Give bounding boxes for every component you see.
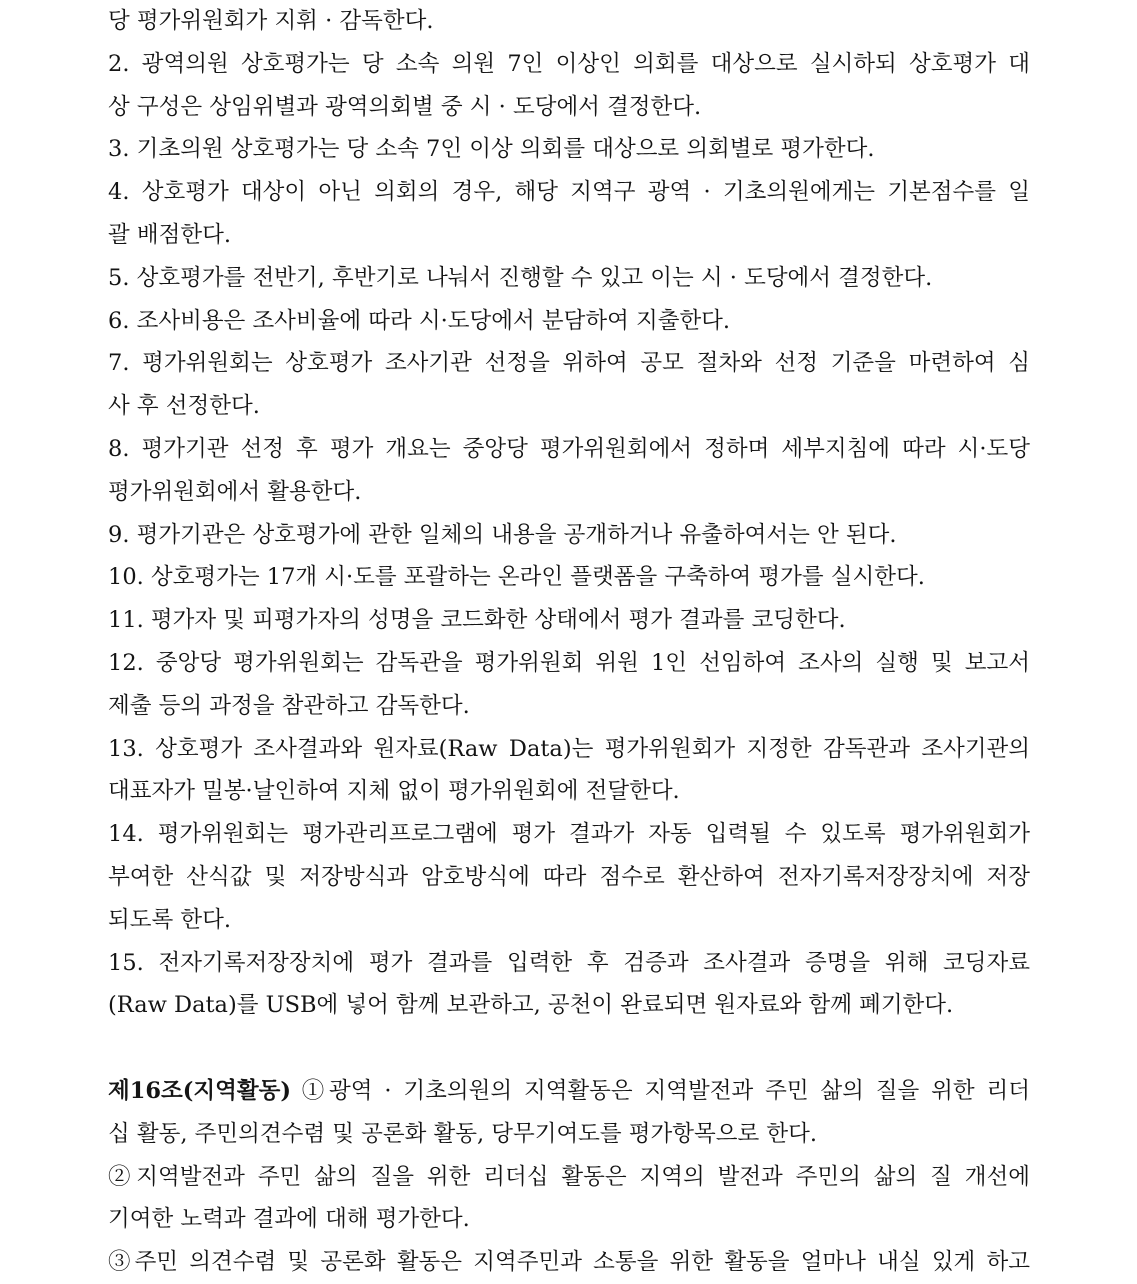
- text-line: 십 활동, 주민의견수렴 및 공론화 활동, 당무기여도를 평가항목으로 한다.: [108, 1120, 817, 1147]
- text-line: ②지역발전과 주민 삶의 질을 위한 리더십 활동은 지역의 발전과 주민의 삶의 질 개선에: [108, 1163, 1030, 1190]
- text-line: 11. 평가자 및 피평가자의 성명을 코드화한 상태에서 평가 결과를 코딩한다.: [108, 607, 846, 634]
- text-line: 제출 등의 과정을 참관하고 감독한다.: [108, 692, 470, 719]
- text-line: 평가위원회에서 활용한다.: [108, 478, 362, 505]
- text-line: 부여한 산식값 및 저장방식과 암호방식에 따라 점수로 환산하여 전자기록저장장치에 저장: [108, 863, 1030, 890]
- text-line: 5. 상호평가를 전반기, 후반기로 나눠서 진행할 수 있고 이는 시 · 도당에서 결정한다.: [108, 264, 933, 291]
- text-line: 13. 상호평가 조사결과와 원자료(Raw Data)는 평가위원회가 지정한 감독관과 조사기관의: [108, 735, 1030, 762]
- text-line: 10. 상호평가는 17개 시·도를 포괄하는 온라인 플랫폼을 구축하여 평가를 실시한다.: [108, 564, 925, 591]
- document-page: [108, 0, 1030, 1284]
- text-line: 8. 평가기관 선정 후 평가 개요는 중앙당 평가위원회에서 정하며 세부지침에 따라 시·도당: [108, 435, 1030, 462]
- text-line: 7. 평가위원회는 상호평가 조사기관 선정을 위하여 공모 절차와 선정 기준을 마련하여 심: [108, 350, 1030, 377]
- text-line: 기여한 노력과 결과에 대해 평가한다.: [108, 1206, 470, 1233]
- text-line: 상 구성은 상임위별과 광역의회별 중 시 · 도당에서 결정한다.: [108, 93, 702, 120]
- text-line: (Raw Data)를 USB에 넣어 함께 보관하고, 공천이 완료되면 원자료와 함께 폐기한다.: [108, 992, 954, 1019]
- text-line: 12. 중앙당 평가위원회는 감독관을 평가위원회 위원 1인 선임하여 조사의 실행 및 보고서: [108, 649, 1030, 676]
- text-line: 사 후 선정한다.: [108, 393, 260, 420]
- text-line: 6. 조사비용은 조사비율에 따라 시·도당에서 분담하여 지출한다.: [108, 307, 731, 334]
- text-line: 3. 기초의원 상호평가는 당 소속 7인 이상 의회를 대상으로 의회별로 평가한다.: [108, 136, 875, 163]
- text-line: 15. 전자기록저장장치에 평가 결과를 입력한 후 검증과 조사결과 증명을 위해 코딩자료: [108, 949, 1030, 976]
- text-line: 대표자가 밀봉·날인하여 지체 없이 평가위원회에 전달한다.: [108, 778, 680, 805]
- text-line: 4. 상호평가 대상이 아닌 의회의 경우, 해당 지역구 광역 · 기초의원에게는 기본점수를 일: [108, 179, 1030, 206]
- text-line: 당 평가위원회가 지휘 · 감독한다.: [108, 8, 434, 34]
- text-line: 9. 평가기관은 상호평가에 관한 일체의 내용을 공개하거나 유출하여서는 안 된다.: [108, 521, 897, 548]
- text-line: 되도록 한다.: [108, 906, 231, 933]
- text-line: 2. 광역의원 상호평가는 당 소속 의원 7인 이상인 의회를 대상으로 실시하되 상호평가 대: [108, 50, 1030, 77]
- article-16-clause-1-start: ①광역 · 기초의원의 지역활동은 지역발전과 주민 삶의 질을 위한 리더: [297, 1077, 1030, 1104]
- text-line: ③주민 의견수렴 및 공론화 활동은 지역주민과 소통을 위한 활동을 얼마나 내실 있게 하고: [108, 1249, 1030, 1276]
- text-line: 괄 배점한다.: [108, 221, 231, 248]
- article-16-label: 제16조(지역활동): [108, 1077, 292, 1104]
- article-16-text: [108, 1113, 1030, 1284]
- body-text: [108, 0, 1030, 1027]
- text-line: 14. 평가위원회는 평가관리프로그램에 평가 결과가 자동 입력될 수 있도록 평가위원회가: [108, 821, 1030, 848]
- article-heading-line: [108, 1070, 1030, 1113]
- paragraph-gap: [108, 1027, 1030, 1070]
